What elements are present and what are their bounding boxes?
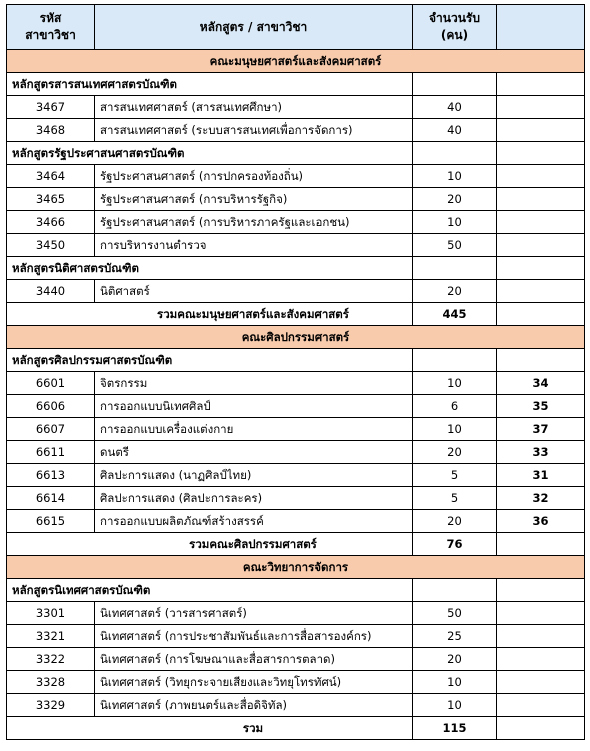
major-code: 6606 [7,395,95,418]
major-code: 3465 [7,188,95,211]
program-row [7,257,585,280]
major-code: 6614 [7,487,95,510]
header-code: รหัส สาขาวิชา [7,5,95,50]
total-extra-empty [497,717,585,740]
program-extra-empty [497,73,585,96]
major-name: รัฐประศาสนศาสตร์ (การปกครองท้องถิ่น) [95,165,413,188]
major-name: ศิลปะการแสดง (นาฏศิลป์ไทย) [95,464,413,487]
program-row [7,349,585,372]
major-extra [497,188,585,211]
major-code: 6601 [7,372,95,395]
program-seats-empty [413,142,497,165]
major-extra: 34 [497,372,585,395]
major-name: รัฐประศาสนศาสตร์ (การบริหารรัฐกิจ) [95,188,413,211]
total-row [7,533,585,556]
total-extra-empty [497,533,585,556]
major-seats: 20 [413,280,497,303]
total-value: 115 [413,717,497,740]
table-body [7,5,585,740]
major-seats: 50 [413,234,497,257]
major-seats: 5 [413,487,497,510]
program-row [7,579,585,602]
admission-table [6,4,585,740]
header-program: หลักสูตร / สาขาวิชา [95,5,413,50]
table-row [7,625,585,648]
major-name: นิเทศศาสตร์ (ภาพยนตร์และสื่อดิจิทัล) [95,694,413,717]
major-name: การออกแบบผลิตภัณฑ์สร้างสรรค์ [95,510,413,533]
table-row [7,418,585,441]
major-name: นิเทศศาสตร์ (วารสารศาสตร์) [95,602,413,625]
major-seats: 20 [413,441,497,464]
major-code: 6613 [7,464,95,487]
program-row [7,73,585,96]
program-seats-empty [413,579,497,602]
table-row [7,211,585,234]
program-seats-empty [413,349,497,372]
program-title: หลักสูตรศิลปกรรมศาสตรบัณฑิต [7,349,413,372]
program-extra-empty [497,142,585,165]
major-seats: 25 [413,625,497,648]
major-code: 3466 [7,211,95,234]
major-seats: 10 [413,211,497,234]
major-seats: 10 [413,418,497,441]
table-row [7,119,585,142]
major-extra [497,694,585,717]
major-extra [497,165,585,188]
table-row [7,234,585,257]
table-row [7,441,585,464]
major-extra: 35 [497,395,585,418]
major-extra [497,625,585,648]
major-code: 3321 [7,625,95,648]
major-seats: 20 [413,188,497,211]
major-name: การออกแบบนิเทศศิลป์ [95,395,413,418]
program-seats-empty [413,257,497,280]
major-name: ดนตรี [95,441,413,464]
major-code: 6615 [7,510,95,533]
table-row [7,188,585,211]
total-row [7,717,585,740]
major-extra [497,234,585,257]
table-row [7,464,585,487]
major-name: สารสนเทศศาสตร์ (สารสนเทศศึกษา) [95,96,413,119]
major-seats: 50 [413,602,497,625]
major-seats: 20 [413,648,497,671]
major-code: 3329 [7,694,95,717]
program-title: หลักสูตรรัฐประศาสนศาสตรบัณฑิต [7,142,413,165]
major-seats: 10 [413,165,497,188]
program-title: หลักสูตรสารสนเทศศาสตรบัณฑิต [7,73,413,96]
table-row [7,165,585,188]
faculty-row [7,556,585,579]
table-row [7,96,585,119]
total-value: 76 [413,533,497,556]
major-code: 6611 [7,441,95,464]
major-name: การบริหารงานตำรวจ [95,234,413,257]
major-seats: 6 [413,395,497,418]
program-row [7,142,585,165]
major-code: 3301 [7,602,95,625]
major-code: 3440 [7,280,95,303]
program-seats-empty [413,73,497,96]
header-row [7,5,585,50]
major-extra: 36 [497,510,585,533]
total-extra-empty [497,303,585,326]
major-name: นิเทศศาสตร์ (การโฆษณาและสื่อสารการตลาด) [95,648,413,671]
major-seats: 40 [413,119,497,142]
major-extra [497,648,585,671]
major-name: ศิลปะการแสดง (ศิลปะการละคร) [95,487,413,510]
table-row [7,602,585,625]
table-row [7,487,585,510]
major-name: นิเทศศาสตร์ (การประชาสัมพันธ์และการสื่อสารองค์กร) [95,625,413,648]
table-row [7,648,585,671]
total-label: รวมคณะศิลปกรรมศาสตร์ [7,533,413,556]
major-seats: 20 [413,510,497,533]
major-seats: 10 [413,671,497,694]
major-code: 3322 [7,648,95,671]
total-label: รวม [7,717,413,740]
major-extra: 37 [497,418,585,441]
major-name: รัฐประศาสนศาสตร์ (การบริหารภาครัฐและเอกชน) [95,211,413,234]
faculty-row [7,326,585,349]
major-seats: 10 [413,372,497,395]
faculty-name: คณะมนุษยศาสตร์และสังคมศาสตร์ [7,50,585,73]
faculty-name: คณะวิทยาการจัดการ [7,556,585,579]
table-row [7,671,585,694]
table-row [7,280,585,303]
major-code: 3468 [7,119,95,142]
faculty-row [7,50,585,73]
table-row [7,395,585,418]
faculty-name: คณะศิลปกรรมศาสตร์ [7,326,585,349]
table-row [7,694,585,717]
major-extra [497,96,585,119]
header-seats: จำนวนรับ (คน) [413,5,497,50]
major-seats: 40 [413,96,497,119]
major-extra: 33 [497,441,585,464]
major-extra [497,119,585,142]
major-name: สารสนเทศศาสตร์ (ระบบสารสนเทศเพื่อการจัดการ) [95,119,413,142]
major-extra [497,280,585,303]
major-code: 3328 [7,671,95,694]
header-extra [497,5,585,50]
program-extra-empty [497,257,585,280]
major-seats: 5 [413,464,497,487]
major-extra [497,602,585,625]
program-extra-empty [497,349,585,372]
major-code: 3467 [7,96,95,119]
table-row [7,510,585,533]
major-code: 6607 [7,418,95,441]
total-label: รวมคณะมนุษยศาสตร์และสังคมศาสตร์ [7,303,413,326]
major-extra [497,671,585,694]
total-value: 445 [413,303,497,326]
major-name: การออกแบบเครื่องแต่งกาย [95,418,413,441]
program-title: หลักสูตรนิเทศศาสตรบัณฑิต [7,579,413,602]
total-row [7,303,585,326]
major-seats: 10 [413,694,497,717]
major-code: 3450 [7,234,95,257]
major-code: 3464 [7,165,95,188]
table-row [7,372,585,395]
major-name: นิเทศศาสตร์ (วิทยุกระจายเสียงและวิทยุโทรทัศน์) [95,671,413,694]
major-extra: 32 [497,487,585,510]
major-extra: 31 [497,464,585,487]
program-title: หลักสูตรนิติศาสตรบัณฑิต [7,257,413,280]
major-name: นิติศาสตร์ [95,280,413,303]
major-name: จิตรกรรม [95,372,413,395]
program-extra-empty [497,579,585,602]
major-extra [497,211,585,234]
